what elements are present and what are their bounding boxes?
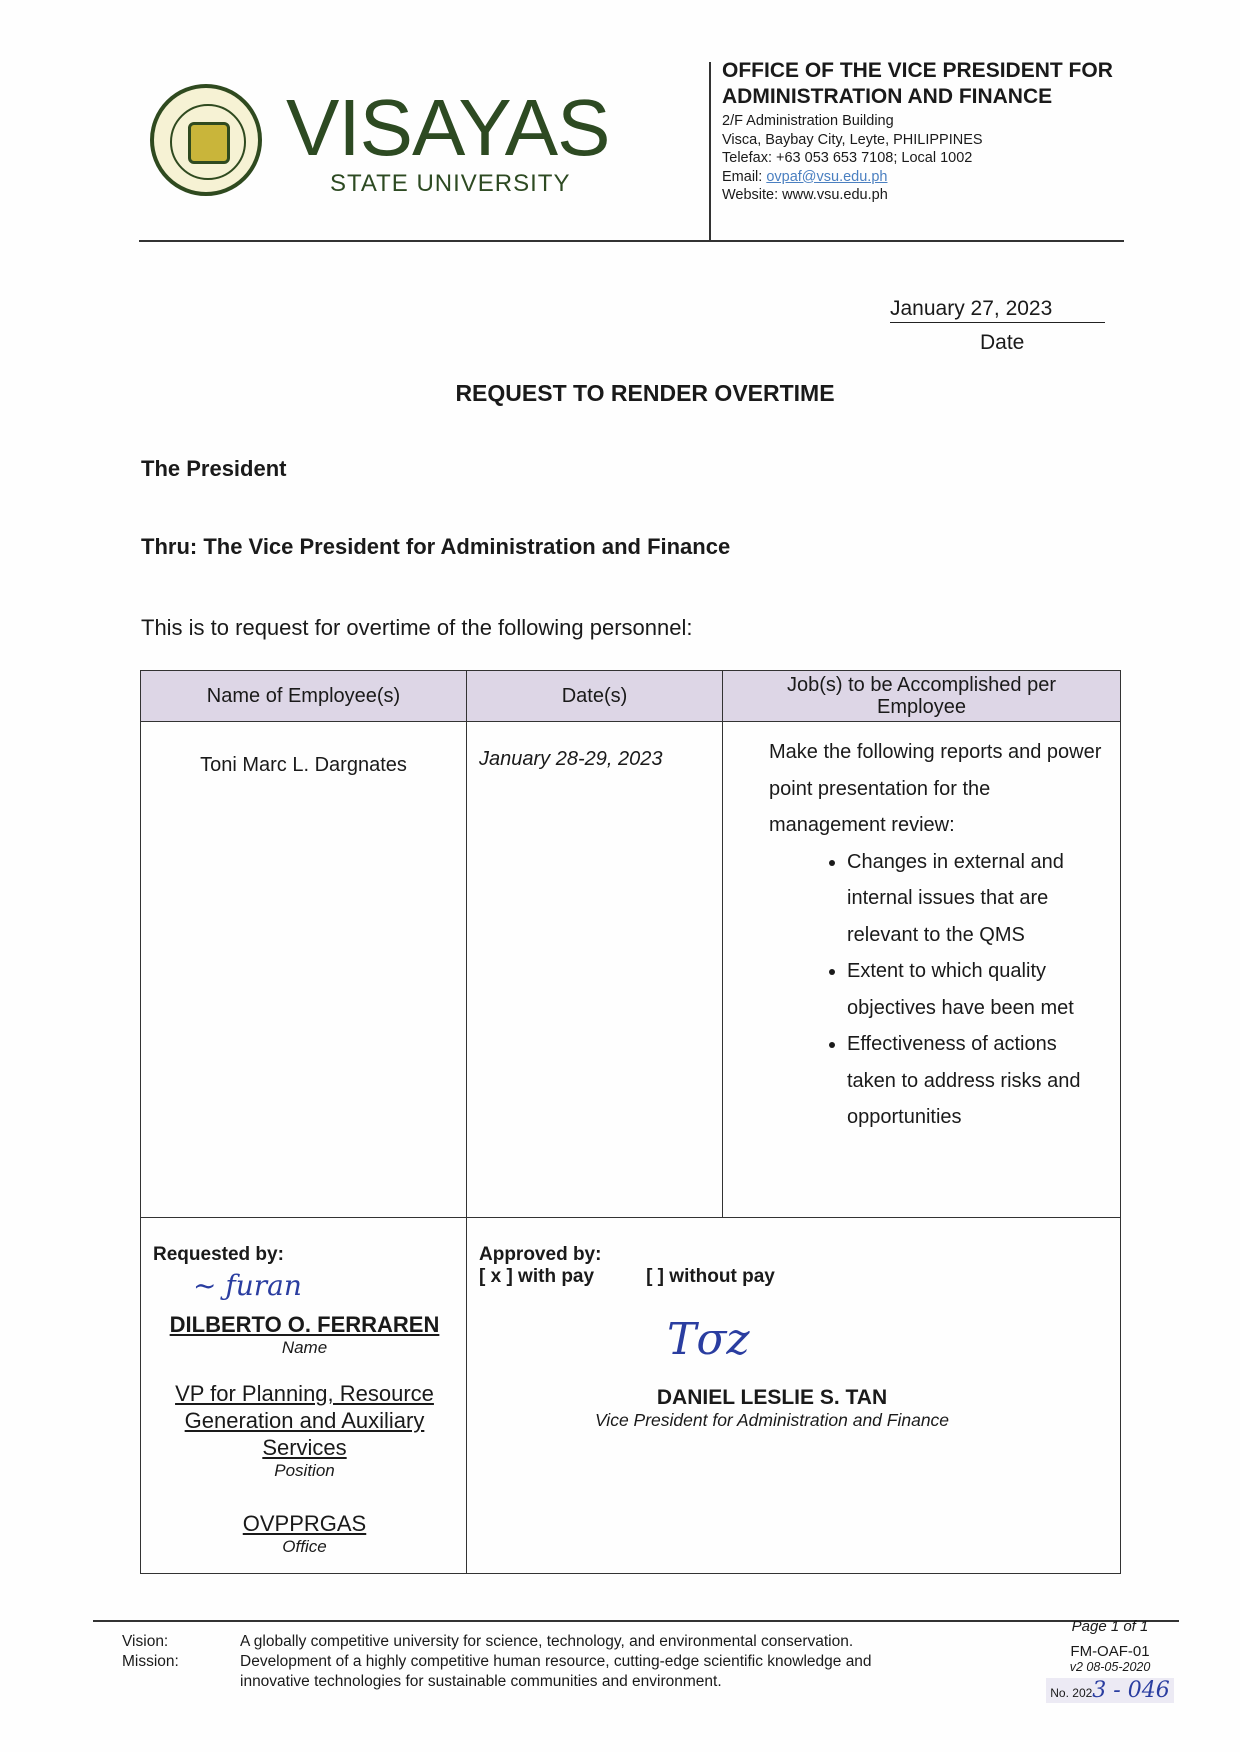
university-subtitle: STATE UNIVERSITY [330,170,571,197]
vision-text: A globally competitive university for science, technology, and environmental conservation. [240,1633,854,1650]
header-rule [139,240,1124,242]
signature-tan: Tσz [667,1314,750,1365]
form-code: FM-OAF-01 [1070,1643,1150,1660]
job-item: • Effectiveness of actions taken to address risks and opportunities [847,1026,1110,1136]
requester-office: OVPPRGAS [242,1511,367,1536]
job-item: • Extent to which quality objectives have been met [847,953,1110,1026]
requested-by-cell [141,1218,467,1574]
name-label: Name [281,1338,328,1357]
office-header [722,58,1162,205]
job-item: • Changes in external and internal issues that are relevant to the QMS [847,844,1110,954]
overtime-dates: January 28-29, 2023 [467,722,723,1218]
jobs-intro: Make the following reports and power point presentation for the management review: [769,741,1102,836]
mission-text: Development of a highly competitive human resource, cutting-edge scientific knowledge and innovative technologies for sustainable communities and environment. [240,1653,872,1690]
approver-name: DANIEL LESLIE S. TAN [656,1386,888,1409]
intro-text: This is to request for overtime of the following personnel: [141,615,693,640]
document-title: REQUEST TO RENDER OVERTIME [455,380,835,406]
page-number: Page 1 of 1 [1071,1618,1149,1635]
date-label: Date [980,331,1025,354]
vision-label: Vision: [122,1633,169,1650]
address-line: 2/F Administration Building [722,113,894,129]
with-pay-checkbox[interactable]: [ x ] with pay [479,1266,595,1287]
thru-line: Thru: The Vice President for Administration and Finance [141,534,731,559]
table-row [141,722,1121,1218]
employee-name: Toni Marc L. Dargnates [141,722,467,1218]
website: Website: www.vsu.edu.ph [722,187,888,203]
approved-label: Approved by: [479,1244,602,1265]
university-seal-logo [150,84,262,196]
office-name: OFFICE OF THE VICE PRESIDENT FOR ADMINISTRATION AND FINANCE [722,59,1113,108]
office-label: Office [282,1537,327,1556]
university-name: VISAYAS [286,83,610,172]
jobs-cell [723,722,1121,1218]
approver-position: Vice President for Administration and Finance [594,1410,950,1430]
email-label: Email: [722,168,767,185]
header-divider [709,62,711,240]
signature-ferraren: ~ ƒuran [193,1269,302,1302]
position-label: Position [274,1461,335,1480]
table-header-row [141,671,1121,722]
requester-position: VP for Planning, Resource Generation and Auxiliary Services [175,1381,434,1460]
footer-labels [122,1632,179,1672]
header-jobs: Job(s) to be Accomplished per Employee [723,671,1121,722]
overtime-table [140,670,1121,1574]
requester-name: DILBERTO O. FERRAREN [169,1312,440,1337]
address-line: Visca, Baybay City, Leyte, PHILIPPINES [722,131,983,148]
office-address [722,112,1162,205]
without-pay-checkbox[interactable]: [ ] without pay [646,1266,775,1287]
footer-rule [93,1620,1179,1622]
addressee: The President [141,456,287,481]
mission-label: Mission: [122,1653,179,1670]
signature-row [141,1218,1121,1574]
header-dates: Date(s) [467,671,723,722]
form-info [1040,1618,1180,1703]
requested-label: Requested by: [153,1244,284,1265]
control-number: 3 - 046 [1092,1678,1170,1703]
date-value: January 27, 2023 [890,296,1105,323]
form-version: v2 08-05-2020 [1069,1660,1151,1674]
header-name: Name of Employee(s) [141,671,467,722]
email-link[interactable]: ovpaf@vsu.edu.ph [766,168,888,185]
telefax: Telefax: +63 053 653 7108; Local 1002 [722,150,973,166]
approved-by-cell [467,1218,1121,1574]
footer-text [240,1632,920,1692]
control-number-label: No. 202 [1050,1686,1093,1700]
